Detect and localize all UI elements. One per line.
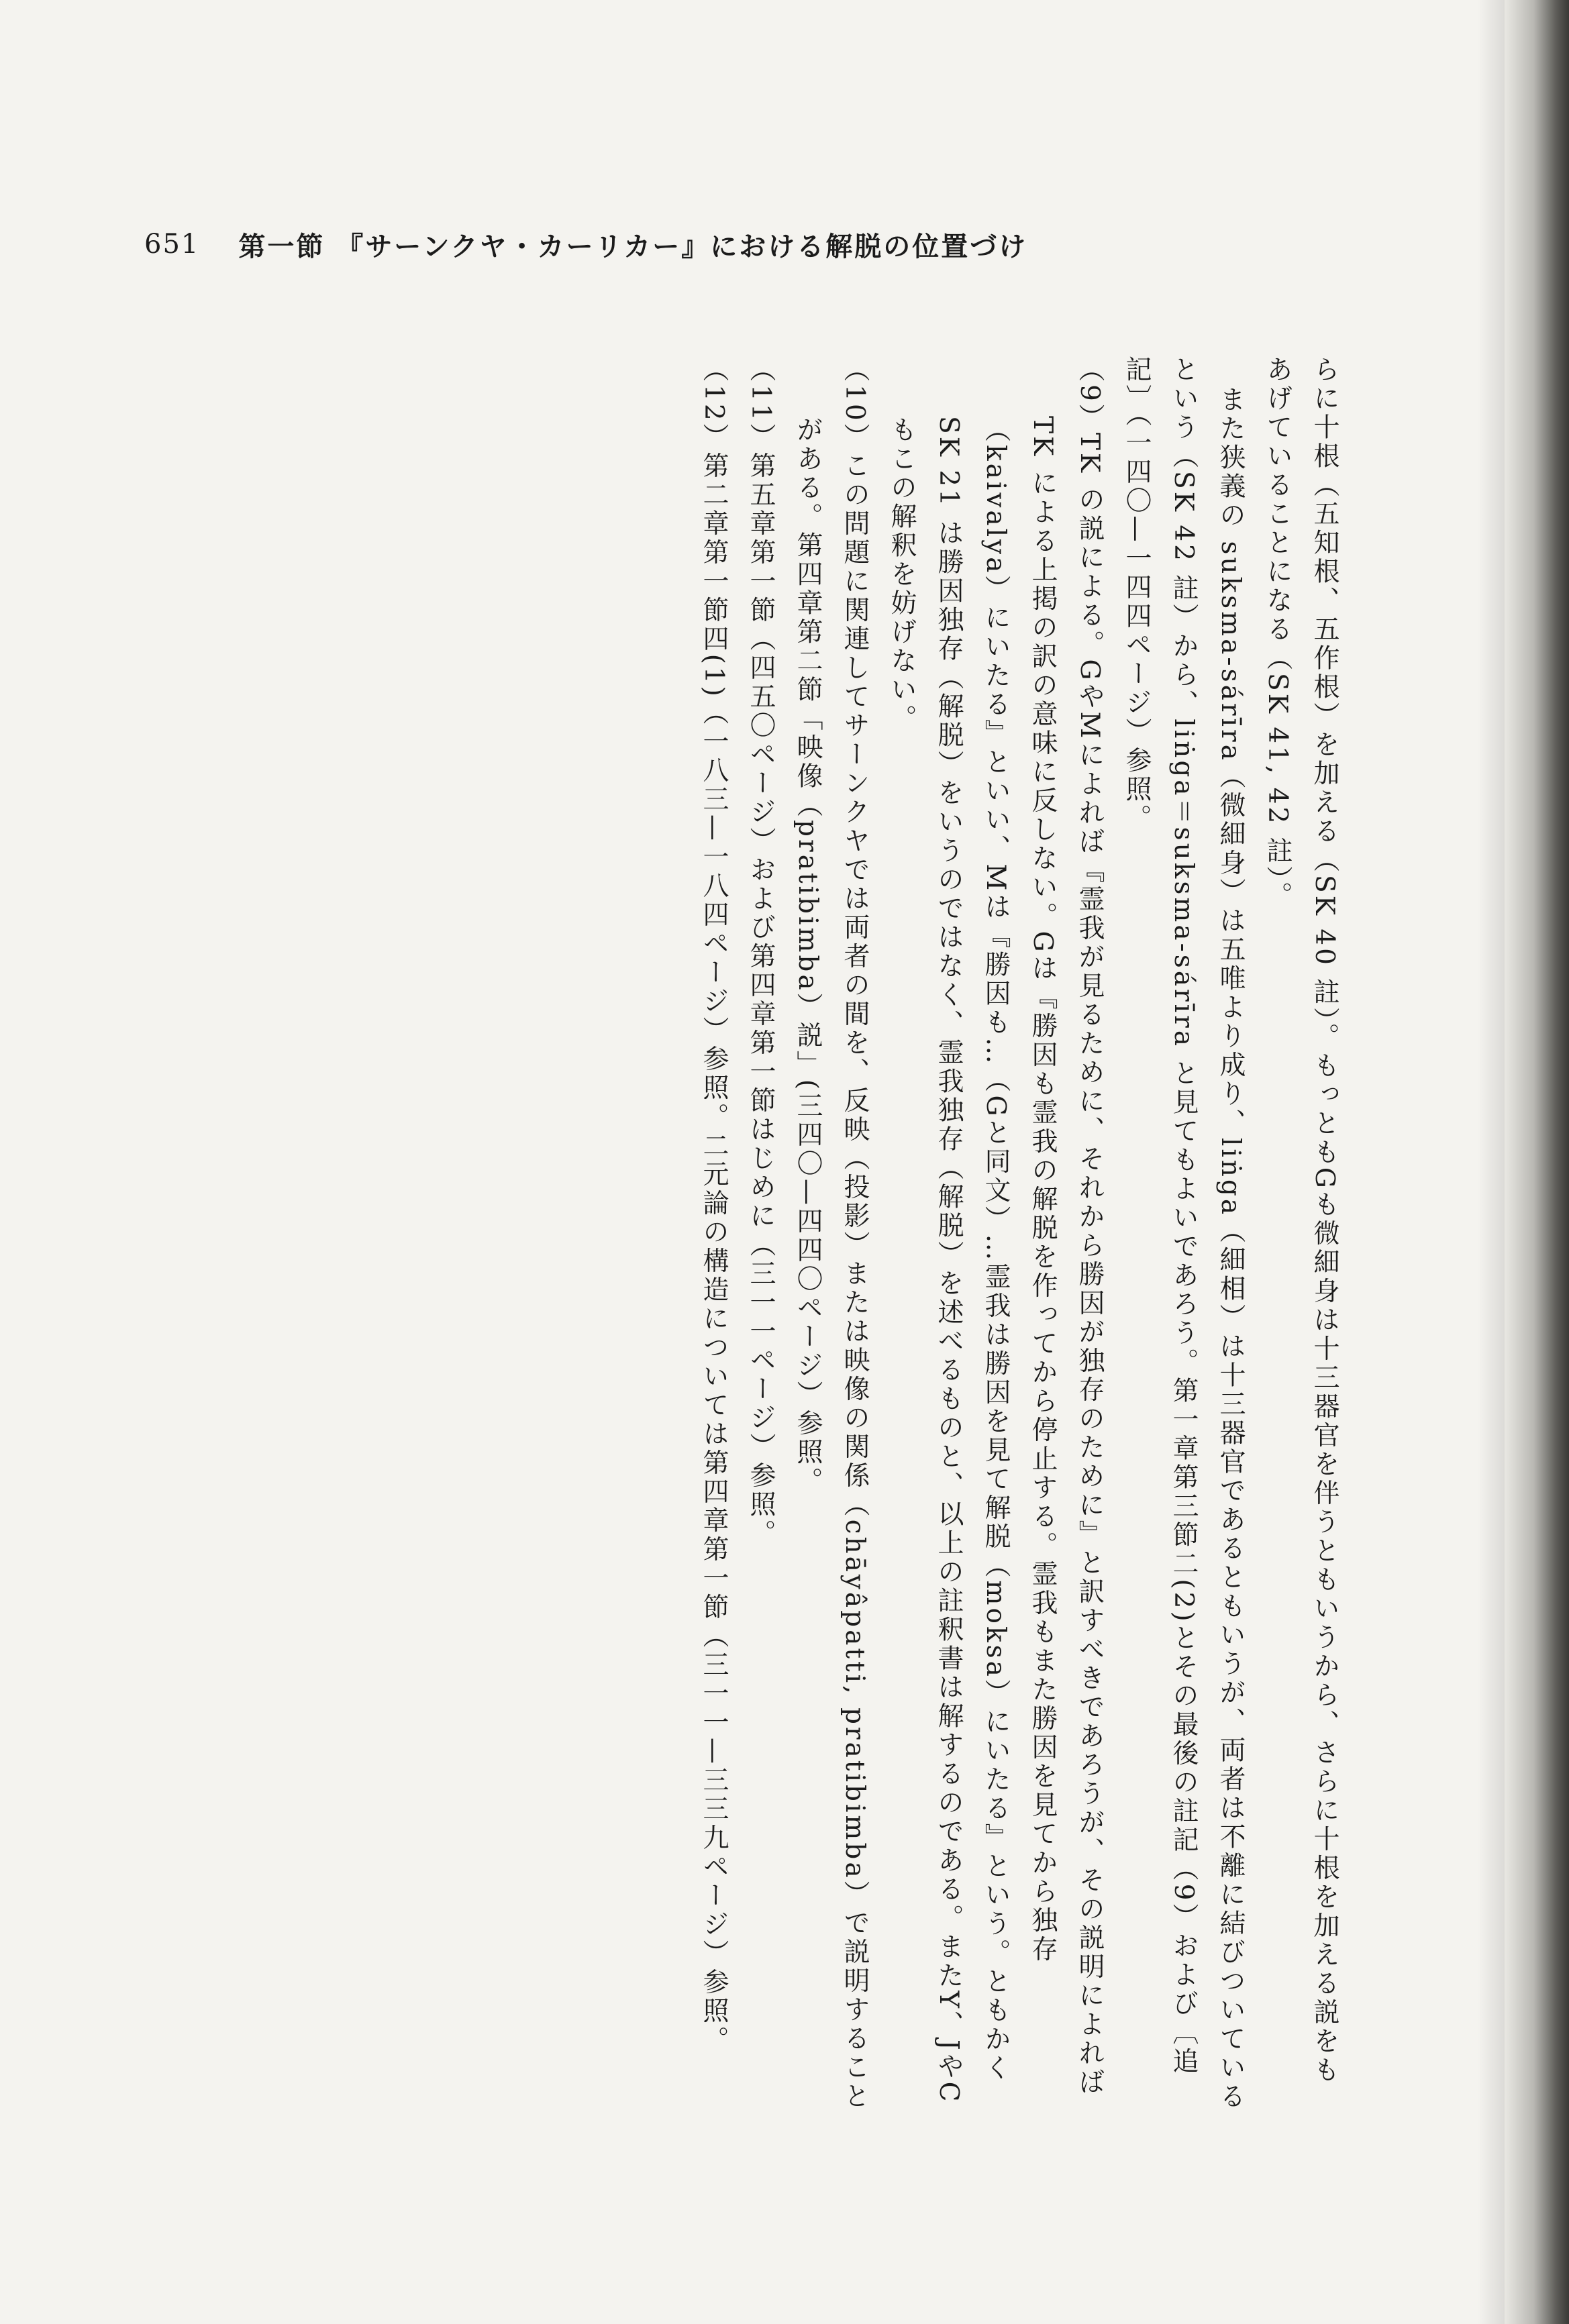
- page-edge-shadow: [1478, 0, 1505, 2324]
- note-11: （11）第五章第一節（四五〇ページ）および第四章第一節はじめに（三一一ページ）参照。: [746, 356, 776, 1548]
- page-number: 651: [144, 229, 200, 260]
- note-8-continuation: らに十根（五知根、五作根）を加える（SK 40 註）。もっともGも微細身は十三器官を伴うともいうから、さらに十根を加える説をもあげていることになる（SK 41, 42 註）。: [1262, 356, 1339, 2085]
- notes-body: [408, 356, 1348, 2113]
- note-10: （10）この問題に関連してサーンクヤでは両者の間を、反映（投影）または映像の関係（chāyâpatti, pratibimba）で説明することがある。第四章第二節「映像（pratibimba）説」(三四〇—四四〇ページ）参照。: [793, 356, 870, 2111]
- note-12: （12）第二章第一節四(1)（一八三—一八四ページ）参照。二元論の構造については第四章第一節（三一一—三三九ページ）参照。: [699, 356, 729, 2055]
- running-title: 第一節 『サーンクヤ・カーリカー』における解脱の位置づけ: [238, 231, 1028, 262]
- note-8-paragraph: また狭義の suksma-sárīra（微細身）は五唯より成り、liṅga（細相）は十三器官であるともいうが、両者は不離に結びついているという（SK 42 註）から、liṅga＝suksma-sárīra と見てもよいであろう。第一章第三節二(2)とその最後の註記（9）および〔追記〕（一四〇—一四四ページ）参照。: [1121, 356, 1246, 2112]
- running-head: [144, 224, 1027, 264]
- book-binding-edge: [1505, 0, 1569, 2324]
- note-9: （9）TK の説による。GやMによれば『霊我が見るために、それから勝因が独存のために』と訳すべきであろうが、その説明によれば TK による上掲の訳の意味に反しない。Gは『勝因も霊我の解脱を作ってから停止する。霊我もまた勝因を見てから独存（kaivalya）にいたる』といい、Mは『勝因も…（Gと同文）…霊我は勝因を見て解脱（moksa）にいたる』という。ともかく SK 21 は勝因独存（解脱）をいうのではなく、霊我独存（解脱）を述べるものと、以上の註釈書は解するのである。またY、JやCもこの解釈を妨げない。: [887, 356, 1105, 2105]
